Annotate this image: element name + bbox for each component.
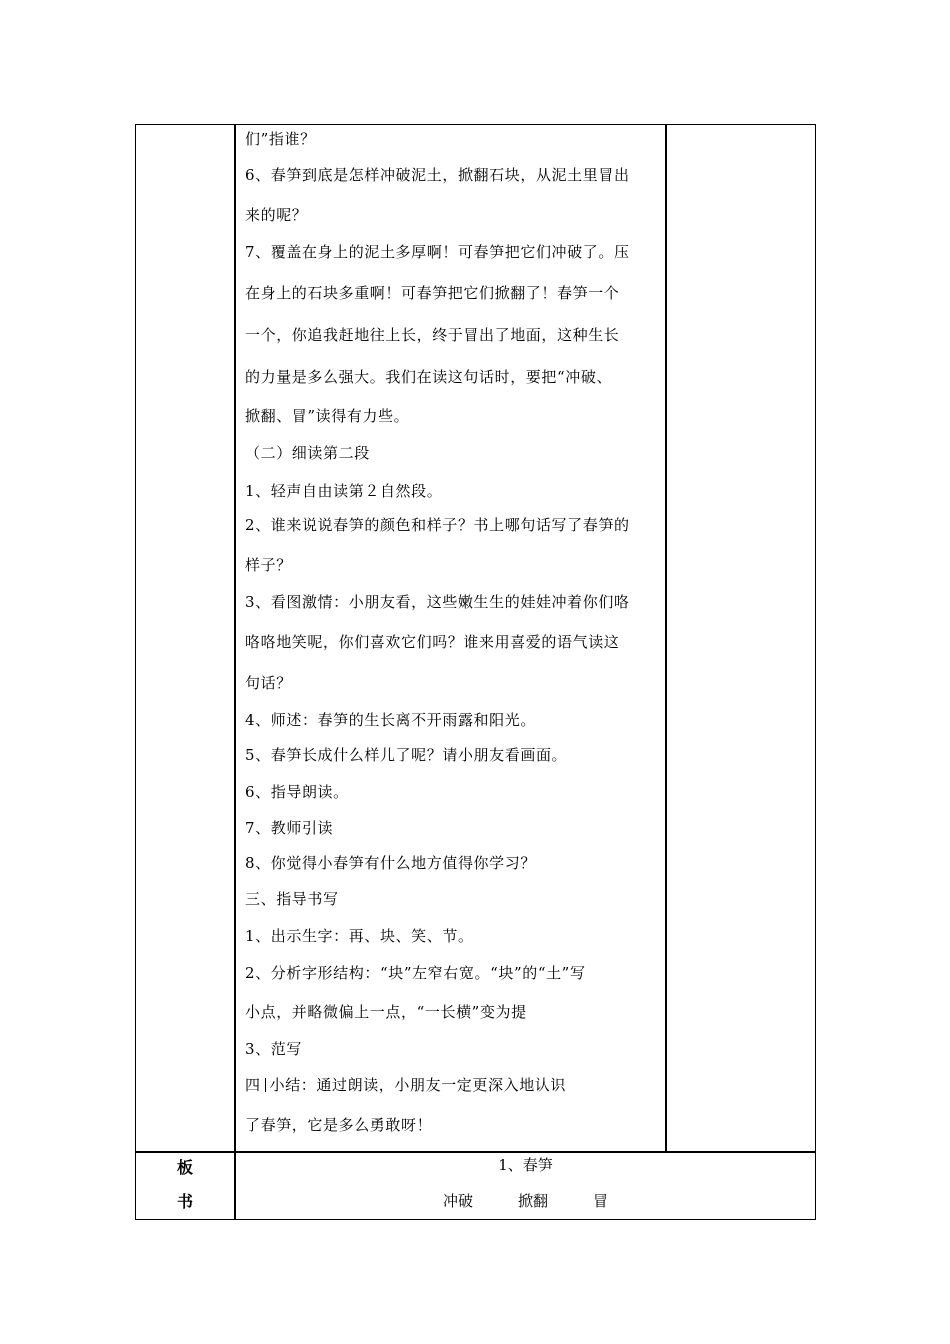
summary-line bbox=[245, 1074, 566, 1095]
lesson-line: 7、教师引读 bbox=[245, 819, 334, 837]
lesson-line: 6、春笋到底是怎样冲破泥土，掀翻石块，从泥土里冒出 bbox=[245, 166, 630, 184]
lesson-line: 3、范写 bbox=[245, 1040, 302, 1058]
lesson-line: 掀翻、冒”读得有力些。 bbox=[245, 407, 410, 425]
lesson-line: 7、覆盖在身上的泥土多厚啊！可春笋把它们冲破了。压 bbox=[245, 243, 630, 261]
lesson-line: 来的呢？ bbox=[245, 206, 308, 224]
row-divider-board bbox=[135, 1151, 816, 1153]
column-divider-left bbox=[234, 124, 236, 1220]
section-heading: 三、指导书写 bbox=[245, 890, 339, 908]
lesson-line: 一个，你追我赶地往上长，终于冒出了地面，这种生长 bbox=[245, 326, 620, 344]
summary-prefix: 四 bbox=[245, 1076, 261, 1094]
lesson-line: 咯咯地笑呢，你们喜欢它们吗？谁来用喜爱的语气读这 bbox=[245, 633, 620, 651]
board-word: 冲破 bbox=[443, 1192, 474, 1210]
lesson-line: 的力量是多么强大。我们在读这句话时，要把“冲破、 bbox=[245, 368, 613, 386]
text-cursor bbox=[265, 1078, 266, 1092]
lesson-line: 们”指谁？ bbox=[245, 130, 316, 148]
summary-continuation: 了春笋，它是多么勇敢呀！ bbox=[245, 1116, 433, 1134]
board-label-ban: 板 bbox=[176, 1158, 193, 1177]
column-divider-right bbox=[665, 124, 667, 1152]
section-heading: （二）细读第二段 bbox=[245, 444, 370, 462]
lesson-line: 1、轻声自由读第２自然段。 bbox=[245, 482, 443, 500]
lesson-line: 在身上的石块多重啊！可春笋把它们掀翻了！春笋一个 bbox=[245, 284, 620, 302]
lesson-line: 3、看图激情：小朋友看，这些嫩生生的娃娃冲着你们咯 bbox=[245, 593, 630, 611]
lesson-line: 4、师述：春笋的生长离不开雨露和阳光。 bbox=[245, 711, 536, 729]
lesson-line: 句话？ bbox=[245, 674, 292, 692]
lesson-line: 1、出示生字：再、块、笑、节。 bbox=[245, 927, 474, 945]
lesson-line: 5、春笋长成什么样儿了呢？请小朋友看画面。 bbox=[245, 746, 568, 764]
lesson-line: 6、指导朗读。 bbox=[245, 783, 349, 801]
lesson-line: 8、你觉得小春笋有什么地方值得你学习？ bbox=[245, 854, 536, 872]
lesson-line: 2、分析字形结构：“块”左窄右宽。“块”的“土”写 bbox=[245, 964, 586, 982]
board-word: 冒 bbox=[593, 1192, 609, 1210]
lesson-line: 样子？ bbox=[245, 556, 292, 574]
lesson-line: 小点，并略微偏上一点，“一长横”变为提 bbox=[245, 1003, 527, 1021]
summary-text: 小结：通过朗读，小朋友一定更深入地认识 bbox=[269, 1076, 567, 1094]
board-word: 掀翻 bbox=[518, 1192, 549, 1210]
lesson-line: 2、谁来说说春笋的颜色和样子？书上哪句话写了春笋的 bbox=[245, 516, 630, 534]
board-title: 1、春笋 bbox=[498, 1156, 553, 1174]
board-label-shu: 书 bbox=[176, 1192, 193, 1211]
